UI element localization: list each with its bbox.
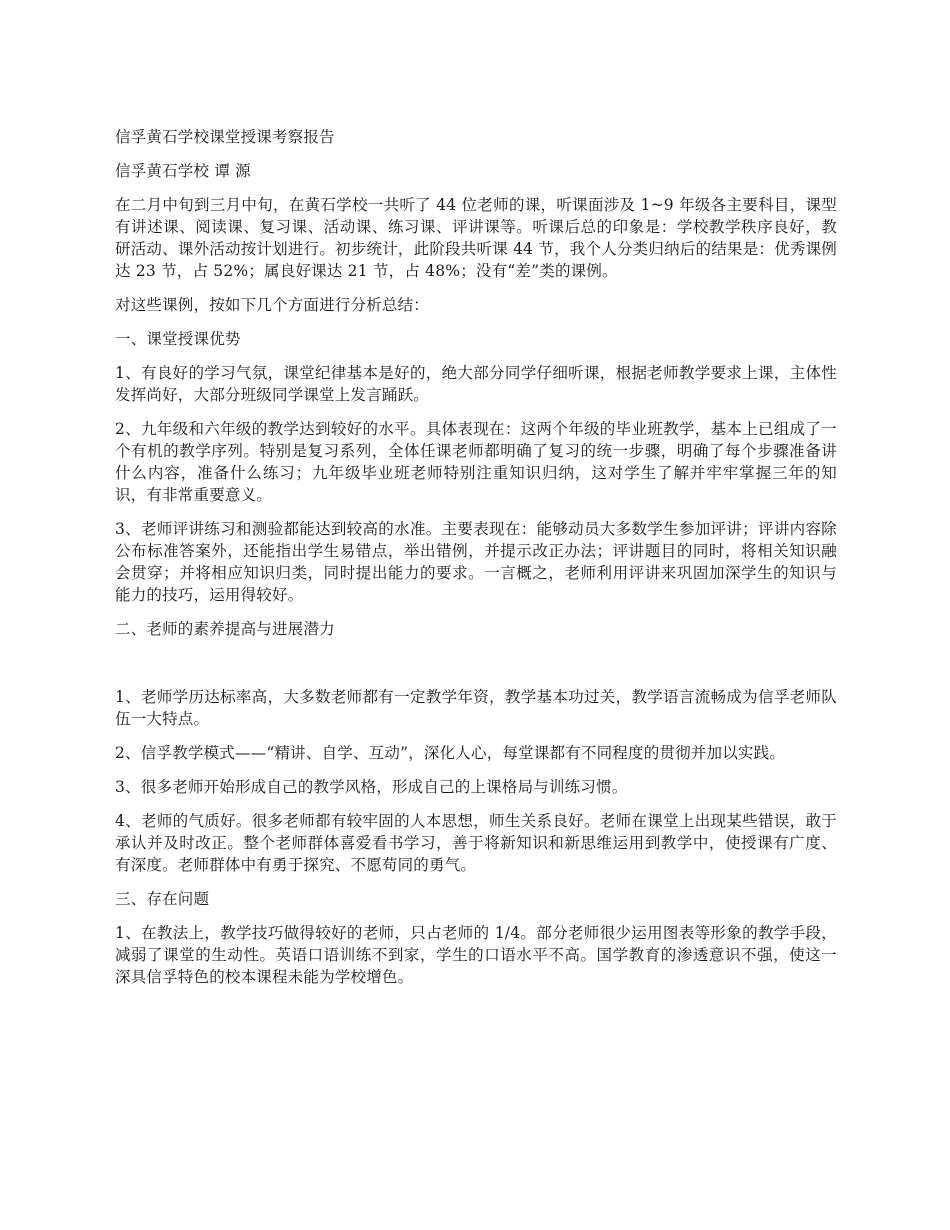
- document-page: [115, 126, 837, 1000]
- section-heading-advantages: 一、课堂授课优势: [115, 330, 241, 348]
- paragraph-advantage-1: 1、有良好的学习气氛，课堂纪律基本是好的，绝大部分同学仔细听课，根据老师教学要求上课，主体性发挥尚好，大部分班级同学课堂上发言踊跃。: [115, 364, 837, 404]
- paragraph-problem-1: 1、在教法上，教学技巧做得较好的老师，只占老师的 1/4。部分老师很少运用图表等形象的教学手段，减弱了课堂的生动性。英语口语训练不到家，学生的口语水平不高。国学教育的渗透意识不强，使这一深具信孚特色的校本课程未能为学校增色。: [115, 924, 837, 986]
- document-author: 信孚黄石学校 谭 源: [115, 162, 251, 180]
- document-title: 信孚黄石学校课堂授课考察报告: [115, 128, 335, 146]
- paragraph-advantage-2: 2、九年级和六年级的教学达到较好的水平。具体表现在：这两个年级的毕业班教学，基本上已组成了一个有机的教学序列。特别是复习系列，全体任课老师都明确了复习的统一步骤，明确了每个步骤准备讲什么内容，准备什么练习；九年级毕业班老师特别注重知识归纳，这对学生了解并牢牢掌握三年的知识，有非常重要意义。: [115, 420, 837, 504]
- paragraph-quality-1: 1、老师学历达标率高，大多数老师都有一定教学年资，教学基本功过关，教学语言流畅成为信孚老师队伍一大特点。: [115, 688, 837, 728]
- paragraph-intro: 在二月中旬到三月中旬，在黄石学校一共听了 44 位老师的课，听课面涉及 1~9 年级各主要科目，课型有讲述课、阅读课、复习课、活动课、练习课、评讲课等。听课后总的印象是：学校教学秩序良好，教研活动、课外活动按计划进行。初步统计，此阶段共听课 44 节，我个人分类归纳后的结果是：优秀课例达 23 节，占 52%；属良好课达 21 节，占 48%；没有“差”类的课例。: [115, 196, 837, 280]
- paragraph-advantage-3: 3、老师评讲练习和测验都能达到较高的水准。主要表现在：能够动员大多数学生参加评讲；评讲内容除公布标准答案外，还能指出学生易错点，举出错例，并提示改正办法；评讲题目的同时，将相关知识融会贯穿；并将相应知识归类，同时提出能力的要求。一言概之，老师利用评讲来巩固加深学生的知识与能力的技巧，运用得较好。: [115, 520, 837, 604]
- section-heading-problems: 三、存在问题: [115, 890, 210, 908]
- paragraph-quality-4: 4、老师的气质好。很多老师都有较牢固的人本思想，师生关系良好。老师在课堂上出现某些错误，敢于承认并及时改正。整个老师群体喜爱看书学习，善于将新知识和新思维运用到教学中，使授课有广度、有深度。老师群体中有勇于探究、不愿苟同的勇气。: [115, 812, 837, 874]
- paragraph-quality-2: 2、信孚教学模式——“精讲、自学、互动”，深化人心，每堂课都有不同程度的贯彻并加以实践。: [115, 744, 786, 762]
- paragraph-analysis-intro: 对这些课例，按如下几个方面进行分析总结：: [115, 296, 430, 314]
- blank-gap: [115, 652, 837, 686]
- section-heading-teacher-quality: 二、老师的素养提高与进展潜力: [115, 620, 335, 638]
- paragraph-quality-3: 3、很多老师开始形成自己的教学风格，形成自己的上课格局与训练习惯。: [115, 778, 628, 796]
